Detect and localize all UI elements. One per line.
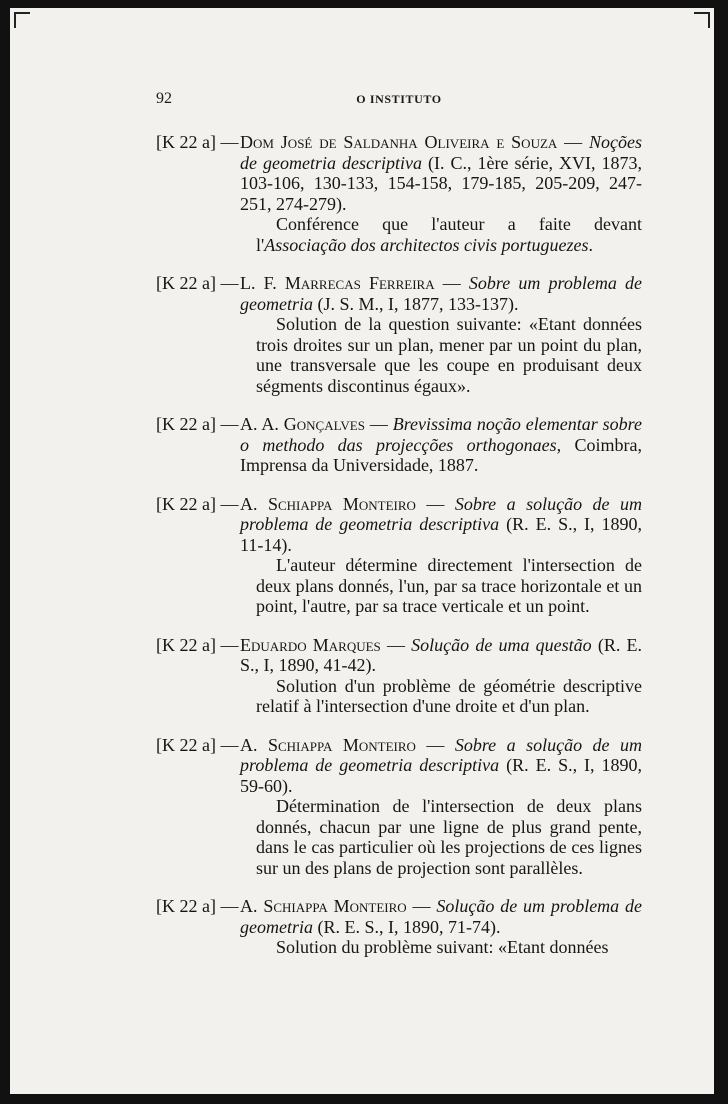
bibliography-entry	[156, 414, 642, 476]
entry-dash: —	[380, 634, 412, 655]
scanned-page	[10, 8, 714, 1094]
bibliography-entry	[156, 273, 642, 396]
entry-annotation: Détermination de l'intersection de deux plans donnés, chacun par une ligne de plus grand pente, dans le cas particulier où les projections de ces lignes sur un des plans de projection sont parallèles.	[256, 796, 642, 878]
classification-code: [K 22 a] —	[156, 414, 239, 434]
entry-annotation	[156, 214, 642, 255]
classification-code: [K 22 a] —	[156, 634, 239, 655]
bibliography-entry	[156, 132, 642, 255]
entry-dash: —	[415, 493, 455, 514]
entry-annotation: L'auteur détermine directement l'intersection de deux plans donnés, l'un, par sa trace horizontale et un point, l'autre, par sa trace verticale et un point.	[256, 555, 642, 616]
entry-dash: —	[406, 896, 437, 916]
page-number: 92	[156, 90, 172, 107]
entry-author: A. Schiappa Monteiro	[240, 896, 407, 916]
entry-dash: —	[557, 132, 590, 152]
entry-reference: (R. E. S., I, 1890, 41-42).	[240, 634, 642, 675]
entry-annotation-text: Conférence que l'auteur a faite devant l'	[256, 214, 642, 255]
entry-citation	[156, 132, 642, 214]
entry-dash: —	[364, 414, 393, 434]
entry-author: A. Schiappa Monteiro	[240, 734, 416, 755]
entry-dash: —	[415, 734, 455, 755]
entry-reference: (I. C., 1ère série, XVI, 1873, 103-106, 130-133, 154-158, 179-185, 205-209, 247-251, 274-279).	[240, 152, 642, 214]
entry-reference: (R. E. S., I, 1890, 59-60).	[240, 755, 643, 796]
entry-author: A. Schiappa Monteiro	[240, 493, 416, 514]
bibliography-list	[156, 132, 642, 976]
bibliography-entry	[156, 494, 642, 617]
entry-citation	[156, 273, 642, 314]
entry-citation	[156, 896, 642, 937]
entry-title: Solução de uma questão	[411, 634, 592, 655]
entry-annotation: Solution du problème suivant: «Etant données	[276, 937, 609, 957]
classification-code: [K 22 a] —	[156, 132, 239, 152]
entry-annotation-end: .	[588, 234, 594, 255]
entry-author: A. A. Gonçalves	[240, 414, 365, 434]
classification-code: [K 22 a] —	[156, 493, 239, 514]
entry-citation	[156, 494, 642, 556]
entry-author: L. F. Marrecas Ferreira	[240, 273, 435, 293]
running-title: O INSTITUTO	[356, 92, 442, 106]
bibliography-entry	[156, 896, 642, 958]
entry-title: Sobre a solução de um problema de geometria descriptiva	[240, 734, 642, 775]
page-header	[156, 90, 642, 112]
entry-reference: (R. E. S., I, 1890, 71-74).	[312, 916, 501, 937]
entry-title: Sobre a solução de um problema de geometria descriptiva	[240, 493, 642, 534]
entry-title: Solução de um problema de geometria	[240, 896, 643, 937]
entry-title: Sobre um problema de geometria	[240, 273, 643, 314]
classification-code: [K 22 a] —	[156, 273, 239, 293]
entry-title: Brevissima noção elementar sobre o methodo das projecções orthogonaes,	[240, 414, 642, 455]
entry-annotation-italic: Associação dos architectos civis portuguezes	[264, 234, 589, 255]
entry-author: Eduardo Marques	[240, 634, 381, 655]
entry-reference: (R. E. S., I, 1890, 11-14).	[240, 514, 643, 555]
entry-dash: —	[434, 273, 469, 293]
entry-citation	[156, 735, 642, 797]
entry-reference: Coimbra, Imprensa da Universidade, 1887.	[240, 434, 643, 475]
entry-reference: (J. S. M., I, 1877, 133-137).	[312, 293, 519, 314]
crop-mark-top-right	[694, 12, 710, 28]
bibliography-entry	[156, 635, 642, 717]
entry-title: Noções de geometria descriptiva	[240, 132, 643, 173]
classification-code: [K 22 a] —	[156, 734, 239, 755]
crop-mark-top-left	[14, 12, 30, 28]
classification-code: [K 22 a] —	[156, 896, 239, 916]
bibliography-entry	[156, 735, 642, 879]
entry-annotation: Solution d'un problème de géométrie descriptive relatif à l'intersection d'une droite et d'un plan.	[256, 675, 642, 716]
entry-citation	[156, 414, 642, 476]
entry-citation	[156, 635, 642, 676]
entry-author: Dom José de Saldanha Oliveira e Souza	[240, 132, 558, 152]
entry-annotation: Solution de la question suivante: «Etant données trois droites sur un plan, mener par un point du plan, une transversale que les coupe en produisant deux ségments discontinus égaux».	[256, 314, 642, 396]
